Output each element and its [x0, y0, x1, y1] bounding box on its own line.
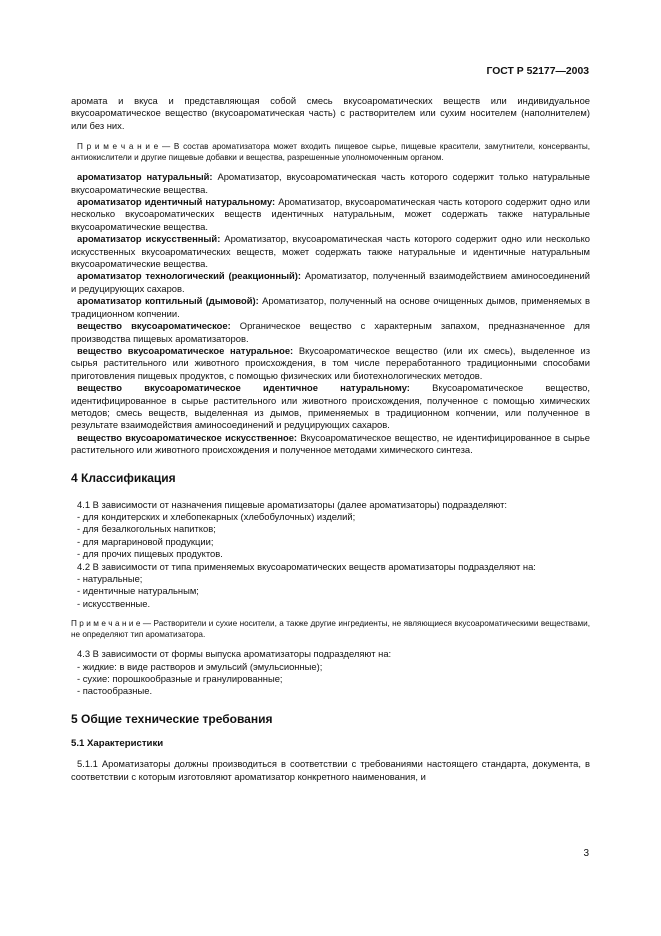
definition-text: Ароматизатор, вкусоароматическая часть которого содержит только натуральные вкусоароматические вещества.: [71, 171, 590, 195]
definition-term: ароматизатор искусственный:: [77, 233, 221, 245]
definition-text: Органическое вещество с характерным запахом, предназначенное для производства пищевых ароматизаторов.: [71, 320, 590, 344]
list-item: - идентичные натуральным;: [77, 585, 199, 597]
list-item: - пастообразные.: [77, 685, 153, 697]
subsection-5-1-title: 5.1 Характеристики: [71, 737, 164, 749]
definitions-list: [71, 171, 590, 456]
definition-text: Вкусоароматическое вещество, не идентифицированное в сырье растительного или животного происхождения и полученное методами химического синтеза.: [71, 431, 590, 456]
definition-text: Вкусоароматическое вещество (или их смесь), выделенное из сырья растительного или животного происхождения, в том числе переработанного традиционными способами приготовления пищевых продуктов, с помощью физических или биотехнологических методов.: [71, 344, 590, 381]
definition-text: Вкусоароматическое вещество, идентифицированное в сырье растительного или животного происхождения, полученное с помощью химических методов; смесь веществ, выделенная из дымов, применяемых в традиционном копчении, или полученное в результате взаимодействия аминосоединений и редуцирующих сахаров.: [71, 382, 591, 431]
list-item: - сухие: порошкообразные и гранулированные;: [77, 673, 283, 685]
definition: [71, 270, 590, 295]
definition-text: Ароматизатор, полученный взаимодействием аминосоединений и редуцирующих сахаров.: [71, 270, 591, 294]
definition: [71, 320, 590, 345]
intro-paragraph: аромата и вкуса и представляющая собой смесь вкусоароматических веществ или индивидуальное вкусоароматическое вещество (вкусоароматическая часть) с растворителем или сухим носителем (наполнителем) или без них.: [71, 95, 590, 131]
list-item: - для безалкогольных напитков;: [77, 523, 216, 535]
paragraph-5-1-1: 5.1.1 Ароматизаторы должны производиться в соответствии с требованиями настоящего стандарта, документа, в соответствии с которым изготовляют ароматизатор конкретного наименования, и: [71, 758, 590, 782]
definition-text: Ароматизатор, вкусоароматическая часть которого содержит одно или несколько искусственных вкусоароматических веществ, может содержать также натуральные и идентичные натуральным вкусоароматические вещества.: [71, 233, 591, 270]
note-label: П р и м е ч а н и е: [71, 619, 141, 629]
paragraph-4-2: 4.2 В зависимости от типа применяемых вкусоароматических веществ ароматизаторы подразделяют на:: [77, 560, 536, 572]
paragraph-4-3: 4.3 В зависимости от формы выпуска ароматизаторы подразделяют на:: [77, 648, 392, 660]
list-item: - для кондитерских и хлебопекарных (хлебобулочных) изделий;: [77, 510, 356, 522]
section-5-title: 5 Общие технические требования: [71, 711, 273, 726]
definition: [71, 345, 590, 382]
note-text: — В состав ароматизатора может входить пищевое сырье, пищевые красители, замутнители, консерванты, антиокислители и другие пищевые добавки и вещества, разрешенные уполномоченным органом.: [71, 142, 590, 163]
definition-term: ароматизатор натуральный:: [77, 171, 213, 183]
section-4-body: [71, 499, 590, 698]
list-item: - искусственные.: [77, 597, 151, 609]
list-item: - для маргариновой продукции;: [77, 535, 214, 547]
definition: [71, 171, 590, 196]
section-4-title: 4 Классификация: [71, 470, 176, 485]
definition: [71, 432, 590, 457]
definition-term: вещество вкусоароматическое:: [77, 320, 231, 332]
list-item: - для прочих пищевых продуктов.: [77, 548, 223, 560]
intro-note: [71, 141, 590, 163]
definition: [71, 196, 590, 233]
definition-text: Ароматизатор, полученный на основе очищенных дымов, применяемых в традиционном копчении.: [71, 295, 590, 319]
definition-text: Ароматизатор, вкусоароматическая часть которого содержит одно или несколько вкусоароматических веществ идентичных натуральным, может содержать также натуральные вкусоароматические вещества.: [71, 196, 590, 232]
page-number: 3: [583, 848, 589, 859]
document-id-header: ГОСТ Р 52177—2003: [486, 66, 589, 77]
section-4-note: [71, 618, 590, 640]
definition-term: вещество вкусоароматическое искусственное:: [77, 431, 298, 443]
definition-term: вещество вкусоароматическое натуральное:: [77, 344, 294, 356]
paragraph-4-1: 4.1 В зависимости от назначения пищевые ароматизаторы (далее ароматизаторы) подразделяют:: [77, 498, 507, 510]
list-item: - жидкие: в виде растворов и эмульсий (эмульсионные);: [77, 660, 323, 672]
note-label: П р и м е ч а н и е: [77, 142, 159, 152]
definition-term: ароматизатор технологический (реакционный):: [77, 270, 302, 282]
definition-term: ароматизатор коптильный (дымовой):: [77, 295, 259, 307]
page-content: [71, 95, 590, 783]
definition: [71, 382, 590, 432]
list-item: - натуральные;: [77, 573, 143, 584]
note-text: — Растворители и сухие носители, а также другие ингредиенты, не являющиеся вкусоароматическими веществами, не определяют тип ароматизатора.: [71, 619, 590, 640]
definition: [71, 295, 590, 320]
definition-term: вещество вкусоароматическое идентичное натуральному:: [77, 382, 410, 394]
definition: [71, 233, 590, 270]
definition-term: ароматизатор идентичный натуральному:: [77, 196, 276, 208]
